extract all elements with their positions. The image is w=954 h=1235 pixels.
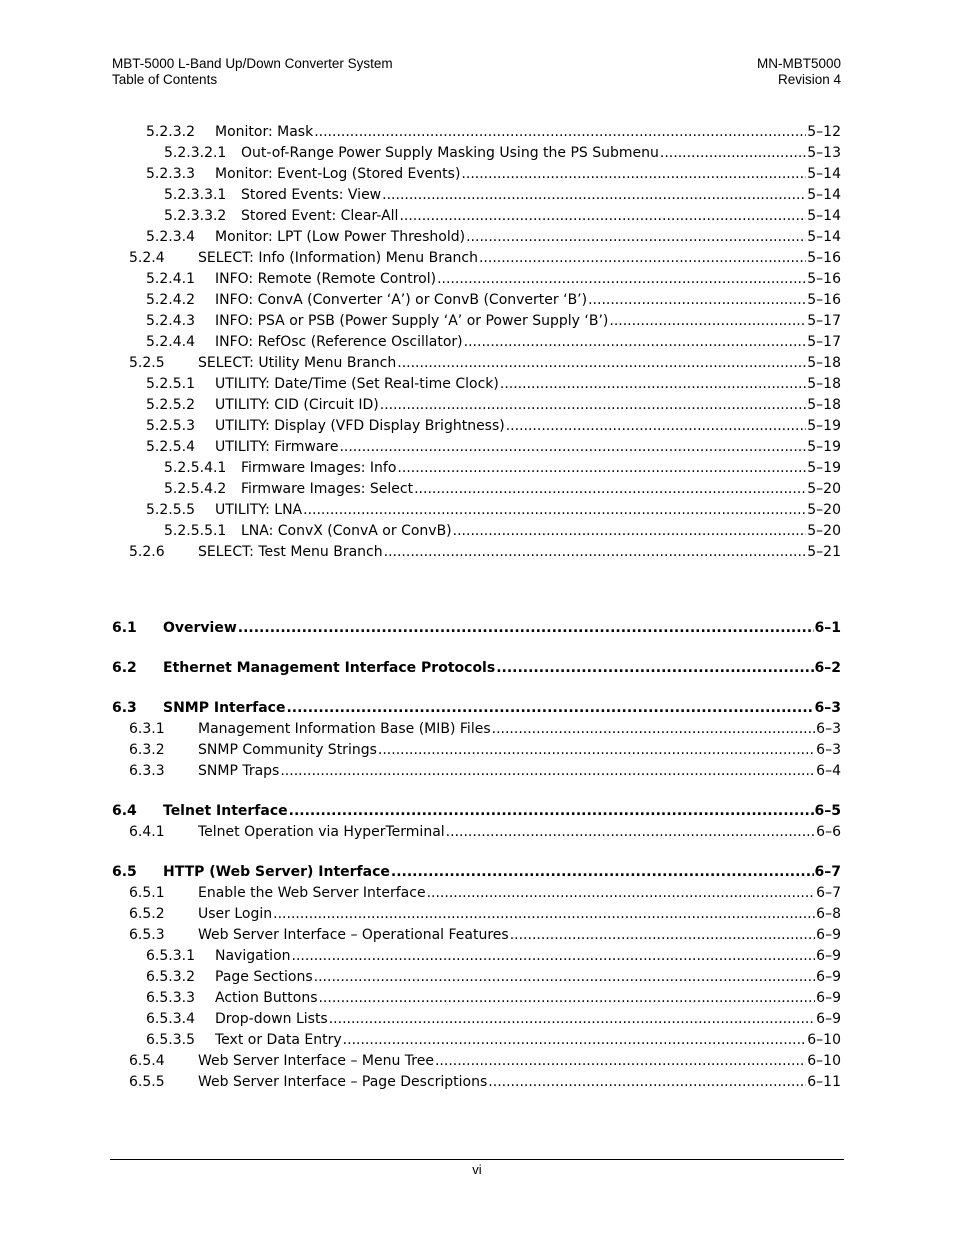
toc-entry-page: 5–20 bbox=[807, 523, 841, 539]
toc-entry-title: Monitor: Event-Log (Stored Events) bbox=[215, 166, 461, 182]
toc-entry-title: LNA: ConvX (ConvA or ConvB) bbox=[241, 523, 452, 539]
toc-entry[interactable] bbox=[112, 925, 841, 946]
toc-entry[interactable] bbox=[112, 1030, 841, 1051]
toc-entry-number: 5.2.5.5 bbox=[146, 502, 195, 518]
footer-divider bbox=[110, 1159, 844, 1160]
toc-leader-dots bbox=[609, 311, 806, 332]
toc-entry[interactable] bbox=[112, 542, 841, 563]
toc-entry-title: SNMP Interface bbox=[163, 700, 286, 716]
toc-entry-title: INFO: Remote (Remote Control) bbox=[215, 271, 437, 287]
toc-leader-dots bbox=[453, 521, 807, 542]
toc-leader-dots bbox=[479, 248, 806, 269]
toc-entry-number: 5.2.3.2 bbox=[146, 124, 195, 140]
toc-entry[interactable] bbox=[112, 761, 841, 782]
toc-leader-dots bbox=[506, 416, 807, 437]
toc-entry-page: 6–9 bbox=[816, 927, 841, 943]
toc-entry[interactable] bbox=[112, 801, 841, 822]
toc-entry-page: 5–17 bbox=[807, 334, 841, 350]
toc-entry[interactable] bbox=[112, 248, 841, 269]
toc-entry-title: User Login bbox=[198, 906, 273, 922]
toc-entry-number: 5.2.3.3.1 bbox=[164, 187, 227, 203]
toc-entry-page: 6–10 bbox=[807, 1053, 841, 1069]
toc-entry[interactable] bbox=[112, 479, 841, 500]
toc-entry-title: Stored Event: Clear-All bbox=[241, 208, 399, 224]
toc-entry-number: 5.2.4.3 bbox=[146, 313, 195, 329]
toc-entry[interactable] bbox=[112, 698, 841, 719]
toc-entry-number: 6.5.3.5 bbox=[146, 1032, 195, 1048]
toc-entry[interactable] bbox=[112, 395, 841, 416]
toc-entry-page: 6–9 bbox=[816, 969, 841, 985]
toc-entry-number: 6.2 bbox=[112, 660, 137, 676]
toc-leader-dots bbox=[339, 437, 806, 458]
toc-entry-number: 6.5 bbox=[112, 864, 137, 880]
toc-entry-page: 6–3 bbox=[816, 742, 841, 758]
section-title: Table of Contents bbox=[112, 72, 218, 87]
toc-entry-page: 6–9 bbox=[816, 948, 841, 964]
toc-entry-number: 6.5.3.1 bbox=[146, 948, 195, 964]
toc-entry-title: Navigation bbox=[215, 948, 291, 964]
toc-leader-dots bbox=[378, 740, 815, 761]
toc-entry-page: 5–18 bbox=[807, 376, 841, 392]
toc-entry[interactable] bbox=[112, 143, 841, 164]
toc-entry-page: 5–18 bbox=[807, 397, 841, 413]
toc-entry[interactable] bbox=[112, 521, 841, 542]
toc-entry-title: Monitor: Mask bbox=[215, 124, 314, 140]
toc-entry-page: 6–10 bbox=[807, 1032, 841, 1048]
toc-entry[interactable] bbox=[112, 227, 841, 248]
toc-entry-page: 6–3 bbox=[816, 721, 841, 737]
toc-entry-number: 6.5.3.2 bbox=[146, 969, 195, 985]
toc-entry-page: 5–21 bbox=[807, 544, 841, 560]
toc-entry-page: 6–7 bbox=[814, 864, 841, 880]
toc-entry-number: 5.2.4.1 bbox=[146, 271, 195, 287]
toc-entry-title: Stored Events: View bbox=[241, 187, 382, 203]
toc-entry[interactable] bbox=[112, 374, 841, 395]
toc-entry[interactable] bbox=[112, 988, 841, 1009]
toc-entry[interactable] bbox=[112, 269, 841, 290]
toc-leader-dots bbox=[466, 227, 806, 248]
toc-leader-dots bbox=[343, 1030, 807, 1051]
toc-entry-title: SNMP Traps bbox=[198, 763, 280, 779]
page-number: vi bbox=[472, 1162, 482, 1177]
toc-entry-page: 6–1 bbox=[814, 620, 841, 636]
toc-entry-number: 5.2.3.3.2 bbox=[164, 208, 227, 224]
toc-entry-title: UTILITY: Display (VFD Display Brightness) bbox=[215, 418, 505, 434]
toc-entry-number: 5.2.6 bbox=[129, 544, 165, 560]
toc-entry-number: 6.3 bbox=[112, 700, 137, 716]
toc-entry-page: 6–11 bbox=[807, 1074, 841, 1090]
toc-entry-page: 6–7 bbox=[816, 885, 841, 901]
toc-entry-page: 5–14 bbox=[807, 166, 841, 182]
toc-leader-dots bbox=[397, 353, 806, 374]
toc-entry[interactable] bbox=[112, 618, 841, 639]
toc-entry-title: SELECT: Info (Information) Menu Branch bbox=[198, 250, 478, 266]
toc-leader-dots bbox=[273, 904, 815, 925]
toc-entry-title: Monitor: LPT (Low Power Threshold) bbox=[215, 229, 466, 245]
toc-entry-title: Telnet Operation via HyperTerminal bbox=[198, 824, 445, 840]
toc-entry-title: Action Buttons bbox=[215, 990, 318, 1006]
toc-entry-number: 5.2.5.3 bbox=[146, 418, 195, 434]
toc-entry[interactable] bbox=[112, 904, 841, 925]
toc-entry-page: 5–14 bbox=[807, 229, 841, 245]
toc-entry-page: 5–16 bbox=[807, 271, 841, 287]
toc-leader-dots bbox=[461, 164, 806, 185]
toc-entry-number: 5.2.5.2 bbox=[146, 397, 195, 413]
toc-leader-dots bbox=[384, 542, 807, 563]
toc-entry-page: 6–9 bbox=[816, 1011, 841, 1027]
toc-leader-dots bbox=[492, 719, 816, 740]
toc-leader-dots bbox=[510, 925, 815, 946]
table-of-contents bbox=[112, 122, 841, 1093]
toc-leader-dots bbox=[289, 801, 814, 822]
toc-entry-title: Text or Data Entry bbox=[215, 1032, 342, 1048]
toc-entry-title: Web Server Interface – Menu Tree bbox=[198, 1053, 434, 1069]
document-title: MBT-5000 L-Band Up/Down Converter System bbox=[112, 56, 393, 71]
toc-entry-number: 6.5.2 bbox=[129, 906, 165, 922]
toc-leader-dots bbox=[446, 822, 816, 843]
toc-entry-page: 5–19 bbox=[807, 418, 841, 434]
toc-entry[interactable] bbox=[112, 658, 841, 679]
toc-entry[interactable] bbox=[112, 1072, 841, 1093]
toc-entry[interactable] bbox=[112, 822, 841, 843]
running-header-right bbox=[757, 56, 841, 88]
toc-entry-title: Out-of-Range Power Supply Masking Using the PS Submenu bbox=[241, 145, 659, 161]
toc-entry-number: 5.2.5.4.2 bbox=[164, 481, 227, 497]
toc-entry[interactable] bbox=[112, 332, 841, 353]
toc-entry-page: 6–5 bbox=[814, 803, 841, 819]
toc-entry-title: Page Sections bbox=[215, 969, 313, 985]
toc-entry-title: INFO: RefOsc (Reference Oscillator) bbox=[215, 334, 463, 350]
toc-entry-page: 5–14 bbox=[807, 208, 841, 224]
toc-entry[interactable] bbox=[112, 500, 841, 521]
toc-entry-number: 6.4 bbox=[112, 803, 137, 819]
toc-leader-dots bbox=[660, 143, 806, 164]
toc-leader-dots bbox=[437, 269, 806, 290]
toc-entry-number: 6.3.3 bbox=[129, 763, 165, 779]
toc-entry-page: 5–13 bbox=[807, 145, 841, 161]
toc-entry[interactable] bbox=[112, 1009, 841, 1030]
toc-entry-number: 5.2.4 bbox=[129, 250, 165, 266]
toc-entry-title: Web Server Interface – Operational Features bbox=[198, 927, 509, 943]
toc-leader-dots bbox=[435, 1051, 806, 1072]
toc-entry-number: 5.2.4.2 bbox=[146, 292, 195, 308]
toc-leader-dots bbox=[488, 1072, 806, 1093]
toc-leader-dots bbox=[238, 618, 814, 639]
toc-entry-number: 5.2.3.4 bbox=[146, 229, 195, 245]
toc-entry-number: 6.1 bbox=[112, 620, 137, 636]
toc-leader-dots bbox=[391, 862, 814, 883]
toc-entry-number: 5.2.5 bbox=[129, 355, 165, 371]
toc-entry[interactable] bbox=[112, 946, 841, 967]
toc-leader-dots bbox=[318, 988, 815, 1009]
toc-entry-title: INFO: PSA or PSB (Power Supply ‘A’ or Power Supply ‘B’) bbox=[215, 313, 609, 329]
toc-leader-dots bbox=[314, 967, 816, 988]
toc-entry-number: 6.5.3 bbox=[129, 927, 165, 943]
toc-entry-page: 6–3 bbox=[814, 700, 841, 716]
toc-entry-page: 5–16 bbox=[807, 292, 841, 308]
toc-entry-page: 6–9 bbox=[816, 990, 841, 1006]
toc-entry-title: Ethernet Management Interface Protocols bbox=[163, 660, 496, 676]
toc-entry[interactable] bbox=[112, 353, 841, 374]
toc-entry-page: 5–18 bbox=[807, 355, 841, 371]
toc-entry[interactable] bbox=[112, 458, 841, 479]
toc-entry[interactable] bbox=[112, 416, 841, 437]
toc-entry[interactable] bbox=[112, 164, 841, 185]
toc-entry-title: Firmware Images: Info bbox=[241, 460, 397, 476]
toc-entry-number: 6.5.3.3 bbox=[146, 990, 195, 1006]
toc-entry-title: Drop-down Lists bbox=[215, 1011, 328, 1027]
toc-entry-page: 6–6 bbox=[816, 824, 841, 840]
toc-entry-page: 5–16 bbox=[807, 250, 841, 266]
toc-entry[interactable] bbox=[112, 437, 841, 458]
toc-entry-title: UTILITY: LNA bbox=[215, 502, 303, 518]
toc-entry-title: UTILITY: Firmware bbox=[215, 439, 339, 455]
toc-entry-number: 5.2.5.1 bbox=[146, 376, 195, 392]
toc-entry-page: 5–20 bbox=[807, 481, 841, 497]
document-number: MN-MBT5000 bbox=[756, 56, 841, 71]
toc-entry-title: SELECT: Test Menu Branch bbox=[198, 544, 383, 560]
toc-entry-number: 5.2.5.4.1 bbox=[164, 460, 227, 476]
toc-entry-number: 6.5.1 bbox=[129, 885, 165, 901]
toc-leader-dots bbox=[414, 479, 806, 500]
toc-entry-number: 6.5.3.4 bbox=[146, 1011, 195, 1027]
toc-entry[interactable] bbox=[112, 740, 841, 761]
toc-entry[interactable] bbox=[112, 883, 841, 904]
toc-entry-number: 6.4.1 bbox=[129, 824, 165, 840]
toc-entry[interactable] bbox=[112, 185, 841, 206]
toc-entry-page: 5–14 bbox=[807, 187, 841, 203]
toc-leader-dots bbox=[496, 658, 813, 679]
toc-entry-page: 6–8 bbox=[816, 906, 841, 922]
running-header-left bbox=[112, 56, 393, 88]
toc-entry-number: 6.3.1 bbox=[129, 721, 165, 737]
toc-leader-dots bbox=[427, 883, 816, 904]
toc-entry-title: Firmware Images: Select bbox=[241, 481, 414, 497]
toc-leader-dots bbox=[286, 698, 813, 719]
toc-entry-title: Telnet Interface bbox=[163, 803, 288, 819]
toc-entry[interactable] bbox=[112, 967, 841, 988]
toc-leader-dots bbox=[303, 500, 806, 521]
toc-entry[interactable] bbox=[112, 290, 841, 311]
toc-leader-dots bbox=[292, 946, 816, 967]
toc-leader-dots bbox=[380, 395, 807, 416]
toc-leader-dots bbox=[588, 290, 806, 311]
toc-entry-number: 5.2.5.4 bbox=[146, 439, 195, 455]
toc-entry-title: SELECT: Utility Menu Branch bbox=[198, 355, 397, 371]
toc-entry-number: 5.2.5.5.1 bbox=[164, 523, 227, 539]
toc-entry-page: 5–19 bbox=[807, 439, 841, 455]
toc-entry[interactable] bbox=[112, 862, 841, 883]
toc-leader-dots bbox=[500, 374, 806, 395]
toc-entry-title: Overview bbox=[163, 620, 237, 636]
toc-entry-number: 6.5.5 bbox=[129, 1074, 165, 1090]
toc-entry-title: Web Server Interface – Page Descriptions bbox=[198, 1074, 488, 1090]
toc-entry-page: 6–2 bbox=[814, 660, 841, 676]
toc-entry[interactable] bbox=[112, 719, 841, 740]
toc-entry-page: 5–12 bbox=[807, 124, 841, 140]
toc-entry-page: 6–4 bbox=[816, 763, 841, 779]
toc-entry-title: SNMP Community Strings bbox=[198, 742, 377, 758]
toc-entry-title: INFO: ConvA (Converter ‘A’) or ConvB (Converter ‘B’) bbox=[215, 292, 588, 308]
toc-entry-number: 6.3.2 bbox=[129, 742, 165, 758]
toc-entry[interactable] bbox=[112, 206, 841, 227]
toc-entry-title: UTILITY: CID (Circuit ID) bbox=[215, 397, 379, 413]
toc-entry-title: UTILITY: Date/Time (Set Real-time Clock) bbox=[215, 376, 499, 392]
toc-leader-dots bbox=[464, 332, 807, 353]
revision-label: Revision 4 bbox=[777, 72, 841, 87]
toc-entry-title: Management Information Base (MIB) Files bbox=[198, 721, 491, 737]
toc-entry-number: 6.5.4 bbox=[129, 1053, 165, 1069]
toc-entry-number: 5.2.3.2.1 bbox=[164, 145, 227, 161]
toc-leader-dots bbox=[397, 458, 806, 479]
toc-entry-number: 5.2.3.3 bbox=[146, 166, 195, 182]
toc-entry[interactable] bbox=[112, 122, 841, 143]
toc-leader-dots bbox=[382, 185, 806, 206]
toc-leader-dots bbox=[329, 1009, 815, 1030]
toc-entry[interactable] bbox=[112, 1051, 841, 1072]
toc-entry-number: 5.2.4.4 bbox=[146, 334, 195, 350]
toc-entry-page: 5–19 bbox=[807, 460, 841, 476]
toc-entry-title: Enable the Web Server Interface bbox=[198, 885, 426, 901]
toc-entry-title: HTTP (Web Server) Interface bbox=[163, 864, 390, 880]
toc-entry-page: 5–17 bbox=[807, 313, 841, 329]
toc-leader-dots bbox=[399, 206, 806, 227]
toc-leader-dots bbox=[280, 761, 815, 782]
toc-entry-page: 5–20 bbox=[807, 502, 841, 518]
toc-entry[interactable] bbox=[112, 311, 841, 332]
toc-leader-dots bbox=[314, 122, 806, 143]
